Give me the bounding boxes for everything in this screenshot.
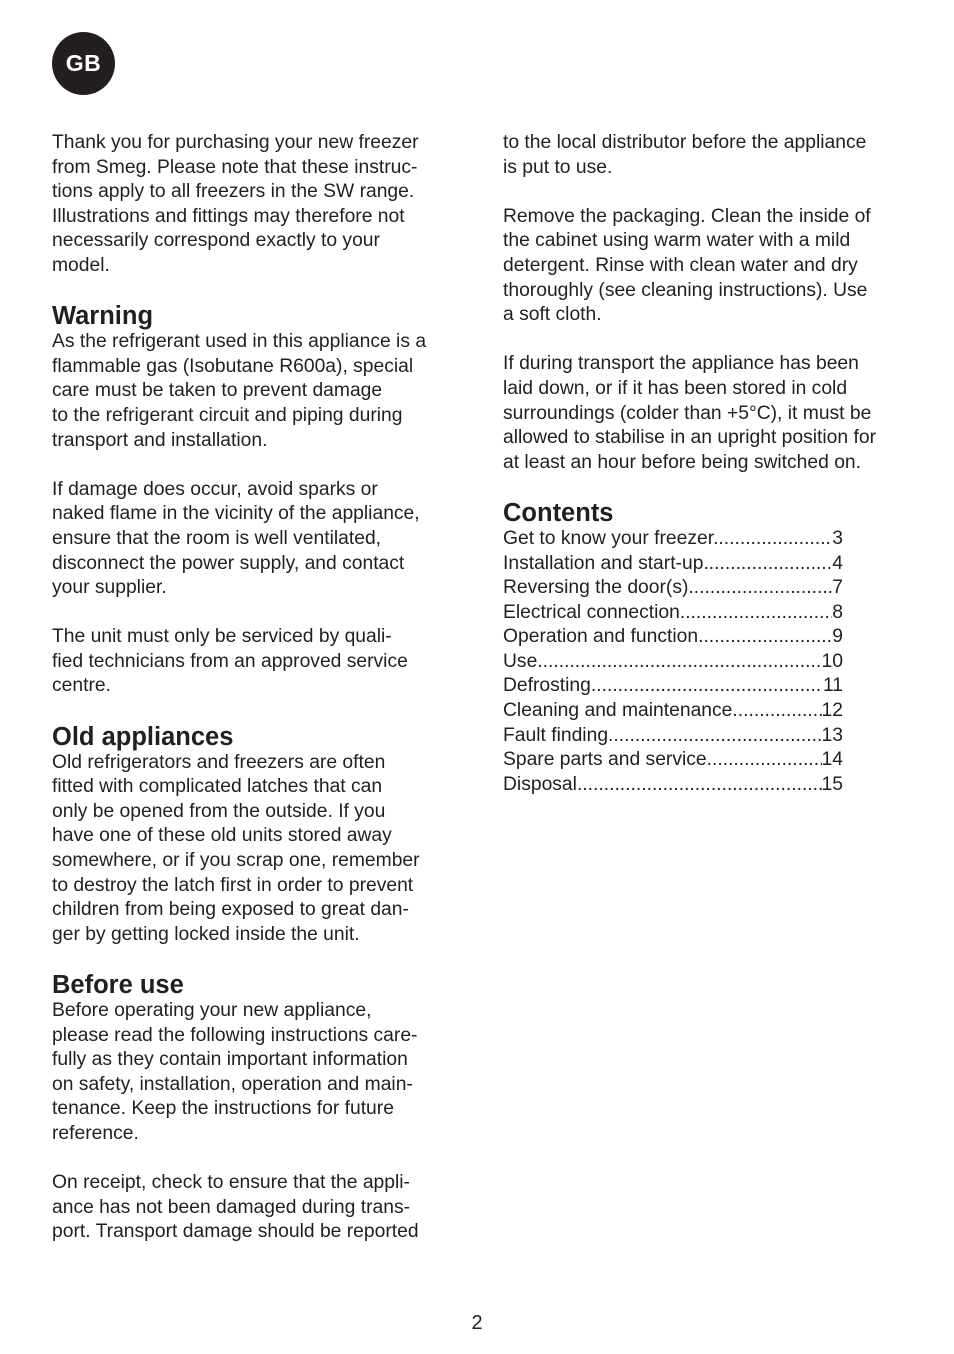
before-use-paragraph-2	[52, 1171, 472, 1245]
text-line: Old refrigerators and freezers are often	[52, 751, 386, 773]
page-number: 2	[471, 1312, 483, 1334]
text-line: fitted with complicated latches that can	[52, 776, 383, 798]
text-line: Remove the packaging. Clean the inside of	[503, 205, 871, 227]
text-line: Illustrations and fittings may therefore not	[52, 205, 405, 227]
text-line: reference.	[52, 1122, 139, 1144]
text-line: detergent. Rinse with clean water and dry	[503, 254, 858, 276]
text-line: from Smeg. Please note that these instruc-	[52, 156, 418, 178]
warning-paragraph-2	[52, 478, 472, 601]
left-column	[52, 131, 472, 1270]
right-column	[503, 131, 923, 797]
text-line: disconnect the power supply, and contact	[52, 552, 405, 574]
toc-entry-use: Use ..... 10	[503, 650, 843, 675]
contents-heading: Contents	[503, 498, 614, 527]
text-line: The unit must only be serviced by quali-	[52, 626, 392, 648]
intro-paragraph	[52, 131, 472, 279]
text-line: surroundings (colder than +5°C), it must be	[503, 402, 872, 424]
text-line: somewhere, or if you scrap one, remember	[52, 850, 420, 872]
toc-entry-get-to-know: Get to know your freezer ..... 3	[503, 527, 843, 552]
text-line: As the refrigerant used in this appliance is a	[52, 331, 427, 353]
transport-paragraph	[503, 352, 923, 475]
text-line: thoroughly (see cleaning instructions). Use	[503, 279, 868, 301]
toc-entry-spare-parts: Spare parts and service ..... 14	[503, 748, 843, 773]
text-line: please read the following instructions care-	[52, 1024, 418, 1046]
text-line: On receipt, check to ensure that the appli-	[52, 1172, 410, 1194]
text-line: fully as they contain important information	[52, 1049, 408, 1071]
text-line: flammable gas (Isobutane R600a), special	[52, 355, 414, 377]
text-line: only be opened from the outside. If you	[52, 800, 386, 822]
text-line: ensure that the room is well ventilated,	[52, 527, 382, 549]
text-line: on safety, installation, operation and main-	[52, 1073, 413, 1095]
text-line: tenance. Keep the instructions for future	[52, 1098, 394, 1120]
text-line: necessarily correspond exactly to your	[52, 230, 380, 252]
text-line: If during transport the appliance has been	[503, 353, 859, 375]
warning-paragraph-3	[52, 625, 472, 699]
text-line: is put to use.	[503, 156, 613, 178]
text-line: model.	[52, 254, 110, 276]
before-use-heading: Before use	[52, 971, 184, 999]
text-line: your supplier.	[52, 577, 167, 599]
text-line: tions apply to all freezers in the SW range.	[52, 181, 415, 203]
before-use-paragraph-1	[52, 999, 472, 1147]
text-line: ance has not been damaged during trans-	[52, 1196, 411, 1218]
text-line: the cabinet using warm water with a mild	[503, 230, 851, 252]
text-line: a soft cloth.	[503, 304, 602, 326]
toc-entry-disposal: Disposal ..... 15	[503, 773, 843, 798]
toc-entry-fault-finding: Fault finding ..... 13	[503, 724, 843, 749]
contents-list	[503, 527, 843, 798]
text-line: allowed to stabilise in an upright position for	[503, 427, 876, 449]
toc-entry-operation: Operation and function ..... 9	[503, 625, 843, 650]
old-appliances-heading: Old appliances	[52, 722, 234, 751]
language-badge: GB	[52, 32, 115, 95]
text-line: naked flame in the vicinity of the appliance,	[52, 503, 420, 525]
text-line: Thank you for purchasing your new freezer	[52, 132, 419, 153]
text-line: laid down, or if it has been stored in cold	[503, 377, 848, 399]
old-appliances-paragraph	[52, 751, 472, 948]
text-line: centre.	[52, 675, 111, 697]
text-line: to the refrigerant circuit and piping during	[52, 404, 403, 426]
toc-entry-installation: Installation and start-up ..... 4	[503, 552, 843, 577]
toc-entry-cleaning: Cleaning and maintenance ..... 12	[503, 699, 843, 724]
text-line: have one of these old units stored away	[52, 825, 392, 847]
text-line: transport and installation.	[52, 429, 268, 451]
text-line: to destroy the latch first in order to prevent	[52, 874, 414, 896]
text-line: ger by getting locked inside the unit.	[52, 923, 360, 945]
toc-entry-electrical: Electrical connection ..... 8	[503, 601, 843, 626]
packaging-paragraph	[503, 205, 923, 328]
warning-heading: Warning	[52, 302, 154, 331]
toc-entry-defrosting: Defrosting ..... 11	[503, 674, 843, 699]
text-line: care must be taken to prevent damage	[52, 380, 383, 402]
before-use-paragraph-3	[503, 131, 923, 180]
text-line: Before operating your new appliance,	[52, 1000, 372, 1021]
text-line: to the local distributor before the appliance	[503, 132, 867, 153]
text-line: If damage does occur, avoid sparks or	[52, 478, 378, 500]
text-line: at least an hour before being switched on.	[503, 451, 862, 473]
warning-paragraph-1	[52, 330, 472, 453]
text-line: port. Transport damage should be reported	[52, 1221, 419, 1243]
text-line: children from being exposed to great dan-	[52, 899, 409, 921]
text-line: fied technicians from an approved service	[52, 650, 408, 672]
toc-entry-reversing-doors: Reversing the door(s) ..... 7	[503, 576, 843, 601]
